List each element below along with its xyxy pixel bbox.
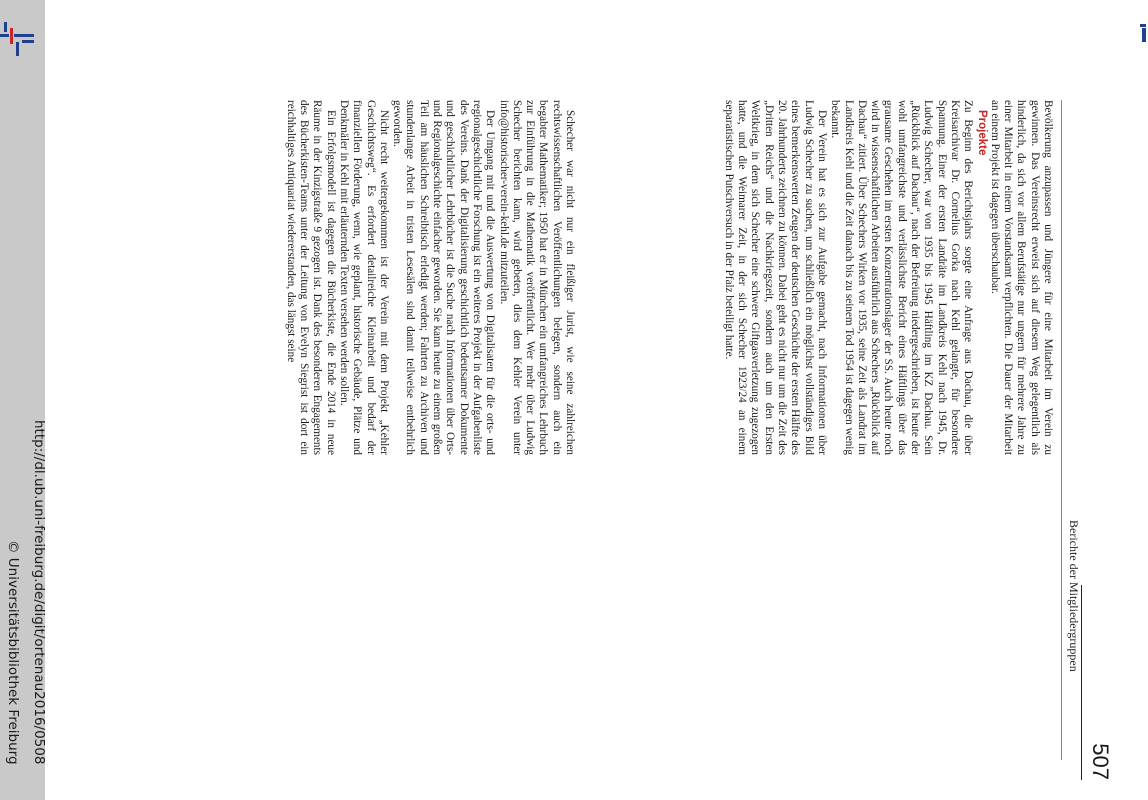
paragraph-buecherkiste: Ein Erfolgsmodell ist dagegen die Bücherkiste, die Ende 2014 in neue Räume in der Kinzigstraße 9 gezogen ist. Dank des besonderen Engagements des Bücherkisten-Teams unter der Leitung von Evelyn Siegrist ist dort ein reichhaltiges Antiquariat wiedererstanden, das längst seine (284, 100, 337, 455)
footer-url[interactable]: http://dl.ub.uni-freiburg.de/digit/ortenau2016/0508 (31, 420, 47, 765)
running-head: Berichte der Mitgliedergruppen (1067, 520, 1081, 672)
paragraph-digitalisate: Der Umgang mit und die Auswertung von Digitalisaten für die orts- und regionalgeschichtliche Forschung ist ein weiteres Projekt in der Aufgabenliste des Vereins. Dank der Digitalisierung geschichtlich bedeutsamer Dokumente und geschichtlicher Lehrbücher ist die Suche nach Informationen über Orts- und Regionalgeschichte einfacher geworden. Sie kann heute zu einem großen Teil am häuslichen Schreibtisch erledigt werden; Fahrten zu Archiven und stundenlange Arbeit in tristen Lesesälen sind damit teilweise entbehrlich geworden. (391, 100, 497, 455)
paragraph-projects-1: Zu Beginn des Berichtsjahrs sorgte eine Anfrage aus Dachau, die über Kreisarchivar Dr. Cornelius Gorka nach Kehl gelangte, für besondere Spannung. Einer der ersten Landräte im Landkreis Kehl nach 1945, Dr. Ludwig Schecher, war von 1935 bis 1945 Häftling im KZ Dachau. Sein „Rückblick auf Dachau“, nach der Befreiung niedergeschrieben, ist heute der wohl umfangreichste und verlässlichste Bericht eines Häftlings über das grausame Geschehen im ersten Konzentrationslager der SS. Auch heute noch wird in wissenschaftlichen Arbeiten ausführlich aus Schechers „Rückblick auf Dachau“ zitiert. Über Schechers Wirken vor 1935, seine Zeit als Landrat im Landkreis Kehl und die Zeit danach bis zu seinem Tod 1954 ist dagegen wenig bekannt. (829, 100, 975, 455)
footer-copyright: © Universitätsbibliothek Freiburg (5, 540, 21, 765)
paragraph-intro: Bevölkerung anzupassen und Jüngere für eine Mitarbeit im Verein zu gewinnen. Das Vereinsrecht erweist sich auf diesem Weg gelegentlich als hinderlich, da sich vor allem Berufstätige nur ungern für mehrere Jahre zu einer Mitarbeit in einem Vorstandsamt verpflichten. Die Dauer der Mitarbeit an einem Projekt ist dagegen überschaubar. (988, 100, 1054, 455)
top-rule (1061, 100, 1062, 760)
text-column-lower (283, 100, 576, 455)
paragraph-geschichtsweg: Nicht recht weitergekommen ist der Verein mit dem Projekt „Kehler Geschichtsweg“. Es erfordert detailreiche Kleinarbeit und bedarf der finanziellen Förderung, wenn, wie geplant, historische Gebäude, Plätze und Denkmäler in Kehl mit erläuternden Texten versehen werden sollen. (337, 100, 390, 455)
paragraph-projects-2: Der Verein hat es sich zur Aufgabe gemacht, nach Informationen über Ludwig Schecher zu suchen, um schließlich ein möglichst vollständiges Bild eines bemerkenswerten Zeugen der deutschen Geschichte der ersten Hälfte des 20. Jahrhunderts zeichnen zu können. Dabei geht es nicht nur um die Zeit des „Dritten Reichs“ und die Nachkriegszeit, sondern auch um den Ersten Weltkrieg, in dem sich Schecher eine schwere Giftgasverletzung zugezogen hatte, und die Weimarer Zeit, in der sich Schecher 1923/24 an einem separatistischen Putschversuch in der Pfalz beteiligt hatte. (722, 100, 828, 455)
section-heading: Projekte (975, 110, 988, 156)
text-column-upper (722, 100, 1054, 455)
paragraph-schecher: Schecher war nicht nur ein fleißiger Jurist, wie seine zahlreichen rechtswissenschaftlichen Veröffentlichungen belegen, sondern auch ein begabter Mathematiker; 1950 hat er in München ein umfangreiches Lehrbuch zur Einführung in die Mathematik veröffentlicht. Wer mehr über Ludwig Schecher berichten kann, wird gebeten, dies dem Kehler Verein unter info@historischer-verein-kehl.de mitzuteilen. (497, 100, 576, 455)
page-number: 507 (1088, 743, 1113, 780)
